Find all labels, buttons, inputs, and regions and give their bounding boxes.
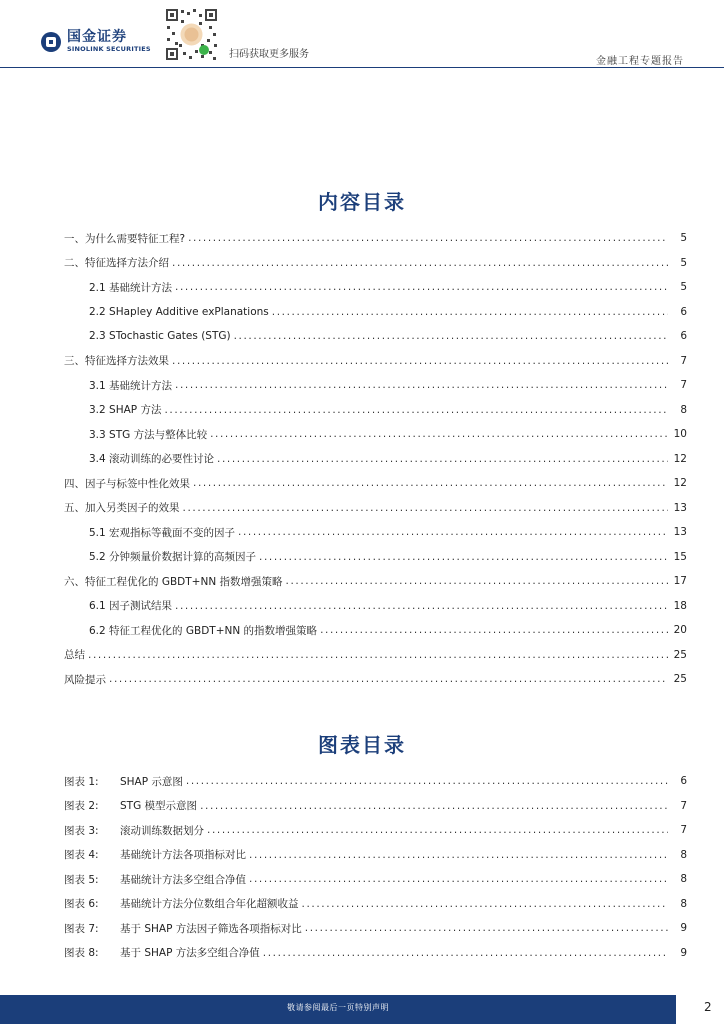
figure-entry[interactable]	[64, 867, 687, 892]
figure-dot-leader	[263, 947, 668, 959]
toc-entry-page: 12	[673, 452, 687, 465]
scan-for-service-text: 扫码获取更多服务	[229, 49, 309, 60]
toc-entry-label: 5.1 宏观指标等截面不变的因子	[89, 526, 236, 539]
toc-entry-label: 四、因子与标签中性化效果	[64, 477, 190, 490]
toc-entry[interactable]	[64, 251, 687, 276]
toc-entry-page: 5	[680, 256, 687, 269]
page-header	[0, 0, 724, 70]
toc-entry[interactable]	[64, 643, 687, 668]
toc-entry-label: 3.1 基础统计方法	[89, 379, 173, 392]
toc-dot-leader	[238, 526, 668, 538]
toc-dot-leader	[210, 428, 668, 440]
company-logo	[40, 30, 151, 53]
figures-title: 图表目录	[318, 733, 406, 757]
toc-dot-leader	[193, 477, 668, 489]
toc-entry-label: 3.4 滚动训练的必要性讨论	[89, 453, 215, 466]
figure-dot-leader	[305, 922, 668, 934]
footer-notice: 敬请参阅最后一页特别声明	[287, 1003, 389, 1012]
toc-entry-page: 25	[673, 648, 687, 661]
toc-dot-leader	[175, 600, 668, 612]
figure-entry-page: 6	[680, 775, 687, 788]
figure-dot-leader	[249, 873, 668, 885]
toc-dot-leader	[175, 379, 668, 391]
report-type-label: 金融工程专题报告	[596, 56, 684, 67]
toc-entry[interactable]	[64, 324, 687, 349]
toc-entry-label: 6.1 因子测试结果	[89, 600, 173, 613]
toc-entry-page: 10	[673, 428, 687, 441]
toc-entry[interactable]	[64, 275, 687, 300]
figure-entry[interactable]	[64, 843, 687, 868]
toc-entry-page: 18	[673, 599, 687, 612]
figure-entry[interactable]	[64, 916, 687, 941]
toc-entry-label: 六、特征工程优化的 GBDT+NN 指数增强策略	[64, 575, 283, 588]
toc-entry-page: 12	[673, 477, 687, 490]
toc-entry[interactable]	[64, 422, 687, 447]
toc-dot-leader	[172, 257, 668, 269]
figure-entry-number: 图表 2:	[64, 800, 99, 813]
figure-entry-label: 基础统计方法分位数组合年化超额收益	[120, 898, 299, 911]
logo-chinese-name: 国金证券	[67, 29, 127, 45]
figure-entry[interactable]	[64, 794, 687, 819]
toc-dot-leader	[234, 330, 668, 342]
figure-entry-page: 7	[680, 824, 687, 837]
toc-entry-page: 17	[673, 575, 687, 588]
qr-code-icon[interactable]	[163, 6, 220, 63]
header-divider	[0, 67, 724, 68]
toc-entry-page: 7	[680, 379, 687, 392]
toc-entry-label: 一、为什么需要特征工程?	[64, 232, 186, 245]
toc-entry[interactable]	[64, 545, 687, 570]
toc-dot-leader	[172, 355, 668, 367]
figure-entry-label: 基础统计方法各项指标对比	[120, 849, 246, 862]
toc-entry-page: 8	[680, 403, 687, 416]
toc-entry-label: 3.2 SHAP 方法	[89, 404, 162, 417]
figure-entry-number: 图表 4:	[64, 849, 99, 862]
figure-entry-number: 图表 6:	[64, 898, 99, 911]
toc-entry[interactable]	[64, 373, 687, 398]
toc-entry[interactable]	[64, 398, 687, 423]
toc-entry-label: 2.2 SHapley Additive exPlanations	[89, 305, 269, 318]
table-of-contents	[64, 226, 687, 692]
figure-entry-number: 图表 8:	[64, 947, 99, 960]
toc-entry[interactable]	[64, 471, 687, 496]
figure-entry-label: 基于 SHAP 方法因子筛选各项指标对比	[120, 922, 302, 935]
contents-title: 内容目录	[318, 190, 406, 214]
toc-dot-leader	[188, 232, 668, 244]
toc-dot-leader	[88, 649, 668, 661]
toc-dot-leader	[320, 624, 668, 636]
toc-entry-label: 5.2 分钟频量价数据计算的高频因子	[89, 551, 257, 564]
figure-entry-page: 8	[680, 873, 687, 886]
figure-entry-page: 9	[680, 922, 687, 935]
figure-entry-page: 9	[680, 946, 687, 959]
figure-entry-label: STG 模型示意图	[120, 800, 198, 813]
toc-entry-page: 13	[673, 526, 687, 539]
toc-entry-label: 总结	[64, 649, 85, 662]
sinolink-logo-icon	[40, 31, 62, 53]
list-of-figures	[64, 769, 687, 965]
toc-dot-leader	[217, 453, 668, 465]
toc-dot-leader	[286, 575, 668, 587]
toc-entry-page: 7	[680, 354, 687, 367]
toc-entry[interactable]	[64, 520, 687, 545]
figure-entry-page: 8	[680, 897, 687, 910]
figure-entry-page: 8	[680, 848, 687, 861]
figure-dot-leader	[200, 800, 668, 812]
toc-entry[interactable]	[64, 594, 687, 619]
toc-entry-label: 2.3 STochastic Gates (STG)	[89, 330, 231, 343]
toc-entry[interactable]	[64, 447, 687, 472]
toc-entry-page: 6	[680, 330, 687, 343]
toc-entry-page: 6	[680, 305, 687, 318]
toc-dot-leader	[259, 551, 668, 563]
toc-dot-leader	[164, 404, 668, 416]
toc-dot-leader	[175, 281, 668, 293]
toc-entry-page: 13	[673, 501, 687, 514]
toc-entry-label: 3.3 STG 方法与整体比较	[89, 428, 208, 441]
figure-entry[interactable]	[64, 941, 687, 966]
toc-entry-page: 25	[673, 673, 687, 686]
figure-entry-number: 图表 1:	[64, 775, 99, 788]
figure-dot-leader	[207, 824, 668, 836]
toc-entry[interactable]	[64, 300, 687, 325]
toc-entry-label: 风险提示	[64, 673, 106, 686]
figure-dot-leader	[186, 775, 668, 787]
toc-entry-label: 6.2 特征工程优化的 GBDT+NN 的指数增强策略	[89, 624, 318, 637]
toc-entry-label: 三、特征选择方法效果	[64, 355, 169, 368]
toc-entry-page: 5	[680, 232, 687, 245]
figure-entry-label: 基于 SHAP 方法多空组合净值	[120, 947, 260, 960]
figure-dot-leader	[302, 898, 669, 910]
figure-entry-number: 图表 3:	[64, 824, 99, 837]
toc-dot-leader	[109, 673, 668, 685]
figure-entry[interactable]	[64, 818, 687, 843]
figure-entry-label: 滚动训练数据划分	[120, 824, 204, 837]
toc-entry-page: 15	[673, 550, 687, 563]
toc-entry[interactable]	[64, 667, 687, 692]
figure-dot-leader	[249, 849, 668, 861]
figure-entry-page: 7	[680, 799, 687, 812]
toc-dot-leader	[272, 306, 668, 318]
page-number: 2	[704, 1000, 712, 1014]
figure-entry[interactable]	[64, 892, 687, 917]
toc-entry[interactable]	[64, 618, 687, 643]
toc-entry-page: 20	[673, 624, 687, 637]
toc-dot-leader	[183, 502, 669, 514]
figure-entry-number: 图表 7:	[64, 922, 99, 935]
figure-entry-label: 基础统计方法多空组合净值	[120, 873, 246, 886]
figure-entry-label: SHAP 示意图	[120, 775, 183, 788]
toc-entry-label: 2.1 基础统计方法	[89, 281, 173, 294]
toc-entry[interactable]	[64, 496, 687, 521]
figure-entry-number: 图表 5:	[64, 873, 99, 886]
toc-entry[interactable]	[64, 226, 687, 251]
toc-entry-label: 二、特征选择方法介绍	[64, 257, 169, 270]
toc-entry-label: 五、加入另类因子的效果	[64, 502, 180, 515]
toc-entry-page: 5	[680, 281, 687, 294]
toc-entry[interactable]	[64, 569, 687, 594]
figure-entry[interactable]	[64, 769, 687, 794]
logo-english-name: SINOLINK SECURITIES	[67, 45, 151, 53]
toc-entry[interactable]	[64, 349, 687, 374]
